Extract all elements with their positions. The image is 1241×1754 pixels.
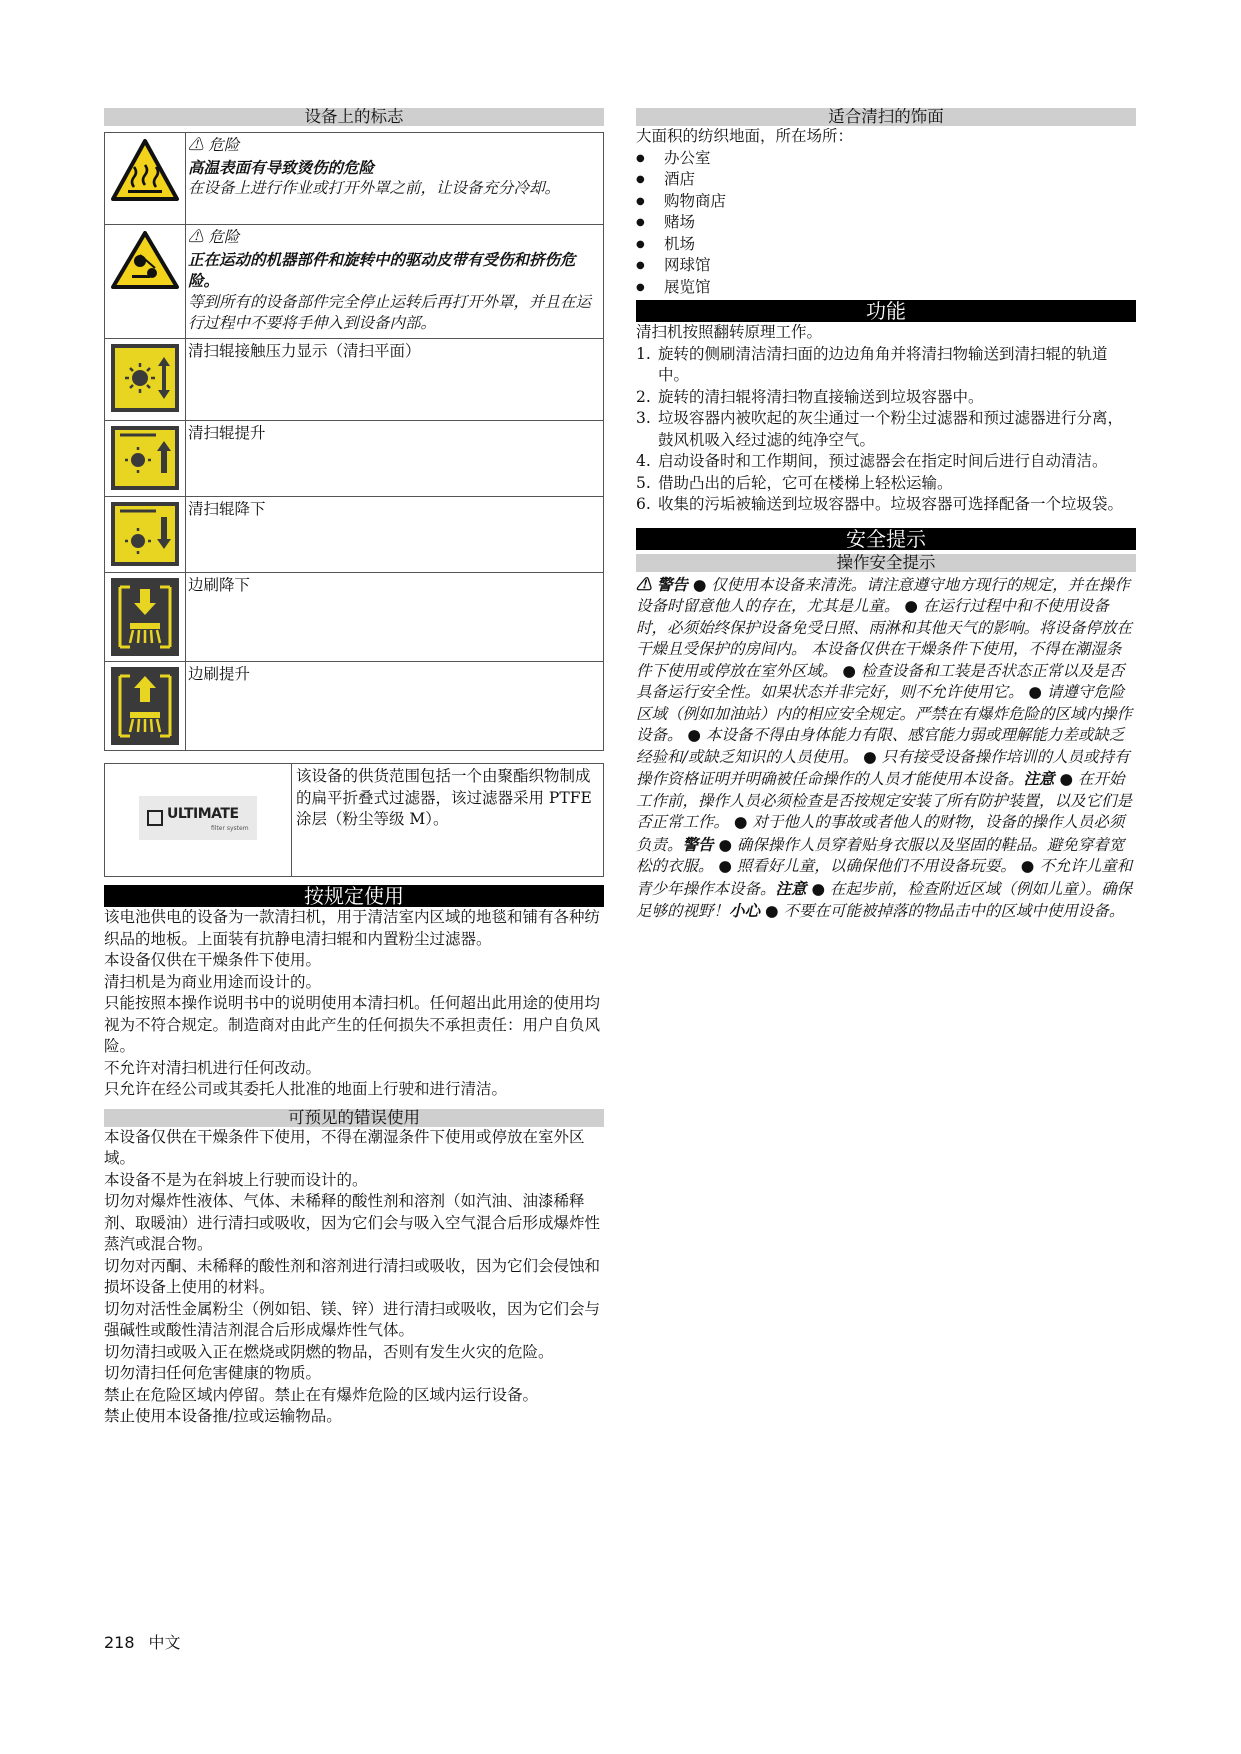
paragraph: 本设备不是为在斜坡上行驶而设计的。: [104, 1170, 368, 1189]
list-item: ● 机场: [636, 234, 1136, 256]
proper-use-section: [104, 907, 604, 1101]
list-item: 2. 旋转的清扫辊将清扫物直接输送到垃圾容器中。: [636, 387, 984, 406]
symbol-strong: 正在运动的机器部件和旋转中的驱动皮带有受伤和挤伤危险。: [188, 249, 576, 290]
list-item: ● 网球馆: [636, 255, 1136, 277]
roller-pressure-display-icon: [110, 343, 180, 413]
filter-description: 该设备的供货范围包括一个由聚酯织物制成的扁平折叠式过滤器，该过滤器采用 PTFE 涂层（粉尘等级 M）。: [292, 764, 604, 877]
filter-table: [104, 763, 604, 877]
side-brush-raise-icon: [110, 666, 180, 746]
paragraph: 切勿清扫任何危害健康的物质。: [104, 1364, 322, 1382]
symbol-row: [105, 573, 604, 662]
list-item: 1. 旋转的侧刷清洁清扫面的边边角角并将清扫物输送到清扫辊的轨道中。: [636, 344, 1108, 384]
language-label: 中文: [148, 1633, 181, 1652]
misuse-section: [104, 1127, 604, 1428]
right-column: [636, 108, 1136, 923]
roller-lower-icon: [110, 501, 180, 567]
symbol-row: [105, 662, 604, 751]
list-item: 6. 收集的污垢被输送到垃圾容器中。垃圾容器可选择配备一个垃圾袋。: [636, 495, 1124, 513]
symbol-text: 边刷提升: [188, 665, 251, 683]
symbol-text: 清扫辊降下: [188, 500, 266, 518]
symbol-title: ⚠ 危险: [188, 228, 240, 246]
list-item: ● 购物商店: [636, 191, 1136, 213]
surfaces-intro: 大面积的纺织地面，所在场所：: [636, 127, 854, 145]
symbol-text: 边刷降下: [188, 576, 251, 594]
symbol-text: 清扫辊提升: [188, 424, 266, 442]
paragraph: 只能按照本操作说明书中的说明使用本清扫机。任何超出此用途的使用均视为不符合规定。制造商对由此产生的任何损失不承担责任：用户自负风险。: [104, 994, 601, 1055]
safety-sentence: ● 仅使用本设备来清洗。请注意遵守地方现行的规定，并在操作设备时留意他人的存在，尤其是儿童。 ● 在运行过程中和不使用设备时，必须始终保护设备免受日照、雨淋和其他天气的影响。将设备停放在干燥且受保护的房间内。 本设备仅供在干燥条件下使用，不得在潮湿条件下使用或停放在室外区域。 ● 检查设备和工装是否状态正常以及是否具备运行安全性。如果状态并非完好，则不允许使用它。 ● 请遵守危险区域（例如加油站）内的相应安全规定。严禁在有爆炸危险的区域内操作设备。 ● 本设备不得由身体能力有限、感官能力弱或理解能力差或缺乏经验和/或缺乏知识的人员使用。 ● 只有接受设备操作培训的人员或持有操作资格证明并明确被任命操作的人员才能使用本设备。: [636, 575, 1133, 788]
symbol-row: [105, 339, 604, 421]
list-item: ● 办公室: [636, 148, 1136, 170]
safety-label: 小心: [729, 901, 761, 920]
safety-sentence: ● 在开始工作前，操作人员必须检查是否按规定安装了所有防护装置，以及它们是否正常工作。 ● 对于他人的事故或者他人的财物，设备的操作人员必须负责。: [636, 770, 1133, 854]
function-steps: [636, 344, 1136, 516]
safety-sentence: ● 在起步前，检查附近区域（例如儿童）。确保足够的视野！: [636, 879, 1133, 920]
function-heading: 功能: [636, 300, 1136, 322]
symbol-title: ⚠ 危险: [188, 136, 240, 154]
hot-surface-warning-icon: [110, 137, 180, 203]
function-intro: 清扫机按照翻转原理工作。: [636, 323, 823, 341]
paragraph: 切勿对活性金属粉尘（例如铝、镁、锌）进行清扫或吸收，因为它们会与强碱性或酸性清洁剂混合后形成爆炸性气体。: [104, 1299, 601, 1339]
paragraph: 清扫机是为商业用途而设计的。: [104, 972, 322, 991]
paragraph: 本设备仅供在干燥条件下使用，不得在潮湿条件下使用或停放在室外区域。: [104, 1127, 585, 1167]
belt-hand-crush-warning-icon: [110, 229, 180, 291]
paragraph: 禁止使用本设备推/拉或运输物品。: [104, 1407, 342, 1425]
safety-label: 注意: [775, 878, 807, 898]
operation-safety-heading: 操作安全提示: [636, 554, 1136, 572]
safety-label: ⚠ 警告: [636, 574, 688, 594]
roller-raise-icon: [110, 425, 180, 491]
symbol-strong: 高温表面有导致烫伤的危险: [188, 157, 375, 177]
page-footer: [104, 1630, 195, 1653]
safety-sentence: ● 不要在可能被掉落的物品击中的区域中使用设备。: [760, 902, 1125, 920]
list-item: 3. 垃圾容器内被吹起的灰尘通过一个粉尘过滤器和预过滤器进行分离，鼓风机吸入经过滤的纯净空气。: [636, 409, 1124, 449]
symbol-row: [105, 225, 604, 339]
surfaces-list: [636, 148, 1136, 299]
page-number: 218: [104, 1633, 135, 1652]
symbol-row: [105, 421, 604, 497]
filter-logo-icon: [147, 810, 163, 826]
proper-use-heading: 按规定使用: [104, 885, 604, 907]
list-item: ● 展览馆: [636, 277, 1136, 299]
safety-heading: 安全提示: [636, 528, 1136, 550]
list-item: 5. 借助凸出的后轮，它可在楼梯上轻松运输。: [636, 473, 953, 492]
safety-sentence: ● 确保操作人员穿着贴身衣服以及坚固的鞋品。避免穿着宽松的衣服。 ● 照看好儿童，以确保他们不用设备玩耍。 ● 不允许儿童和青少年操作本设备。: [636, 835, 1133, 898]
symbol-row: [105, 133, 604, 225]
safety-label: 警告: [682, 834, 714, 854]
paragraph: 切勿清扫或吸入正在燃烧或阴燃的物品，否则有发生火灾的危险。: [104, 1342, 554, 1361]
symbol-text: 等到所有的设备部件完全停止运转后再打开外罩，并且在运行过程中不要将手伸入到设备内部。: [188, 292, 592, 332]
paragraph: 切勿对爆炸性液体、气体、未稀释的酸性剂和溶剂（如汽油、油漆稀释剂、取暖油）进行清扫或吸收，因为它们会与吸入空气混合后形成爆炸性蒸汽或混合物。: [104, 1192, 601, 1253]
symbols-table: [104, 132, 604, 751]
list-item: ● 赌场: [636, 212, 1136, 234]
list-item: ● 酒店: [636, 169, 1136, 191]
logo-text: ULTIMATE: [167, 806, 239, 822]
symbol-text: 在设备上进行作业或打开外罩之前，让设备充分冷却。: [188, 179, 561, 197]
left-column: [104, 108, 604, 1428]
paragraph: 禁止在危险区域内停留。禁止在有爆炸危险的区域内运行设备。: [104, 1385, 539, 1404]
paragraph: 不允许对清扫机进行任何改动。: [104, 1058, 322, 1077]
safety-label: 注意: [1023, 769, 1055, 788]
paragraph: 该电池供电的设备为一款清扫机，用于清洁室内区域的地毯和铺有各种纺织品的地板。上面装有抗静电清扫辊和内置粉尘过滤器。: [104, 908, 601, 948]
logo-subtext: filter system: [211, 825, 249, 832]
symbol-row: [105, 497, 604, 573]
symbols-heading: 设备上的标志: [104, 108, 604, 126]
symbol-text: 清扫辊接触压力显示（清扫平面）: [188, 342, 421, 360]
list-item: 4. 启动设备时和工作期间，预过滤器会在指定时间后进行自动清洁。: [636, 452, 1108, 470]
side-brush-lower-icon: [110, 577, 180, 657]
ultimate-filter-logo: [139, 796, 257, 840]
paragraph: 本设备仅供在干燥条件下使用。: [104, 951, 322, 969]
surfaces-heading: 适合清扫的饰面: [636, 108, 1136, 126]
paragraph: 切勿对丙酮、未稀释的酸性剂和溶剂进行清扫或吸收，因为它们会侵蚀和损坏设备上使用的材料。: [104, 1256, 601, 1296]
safety-text: [636, 574, 1136, 923]
misuse-heading: 可预见的错误使用: [104, 1109, 604, 1127]
paragraph: 只允许在经公司或其委托人批准的地面上行驶和进行清洁。: [104, 1080, 508, 1098]
